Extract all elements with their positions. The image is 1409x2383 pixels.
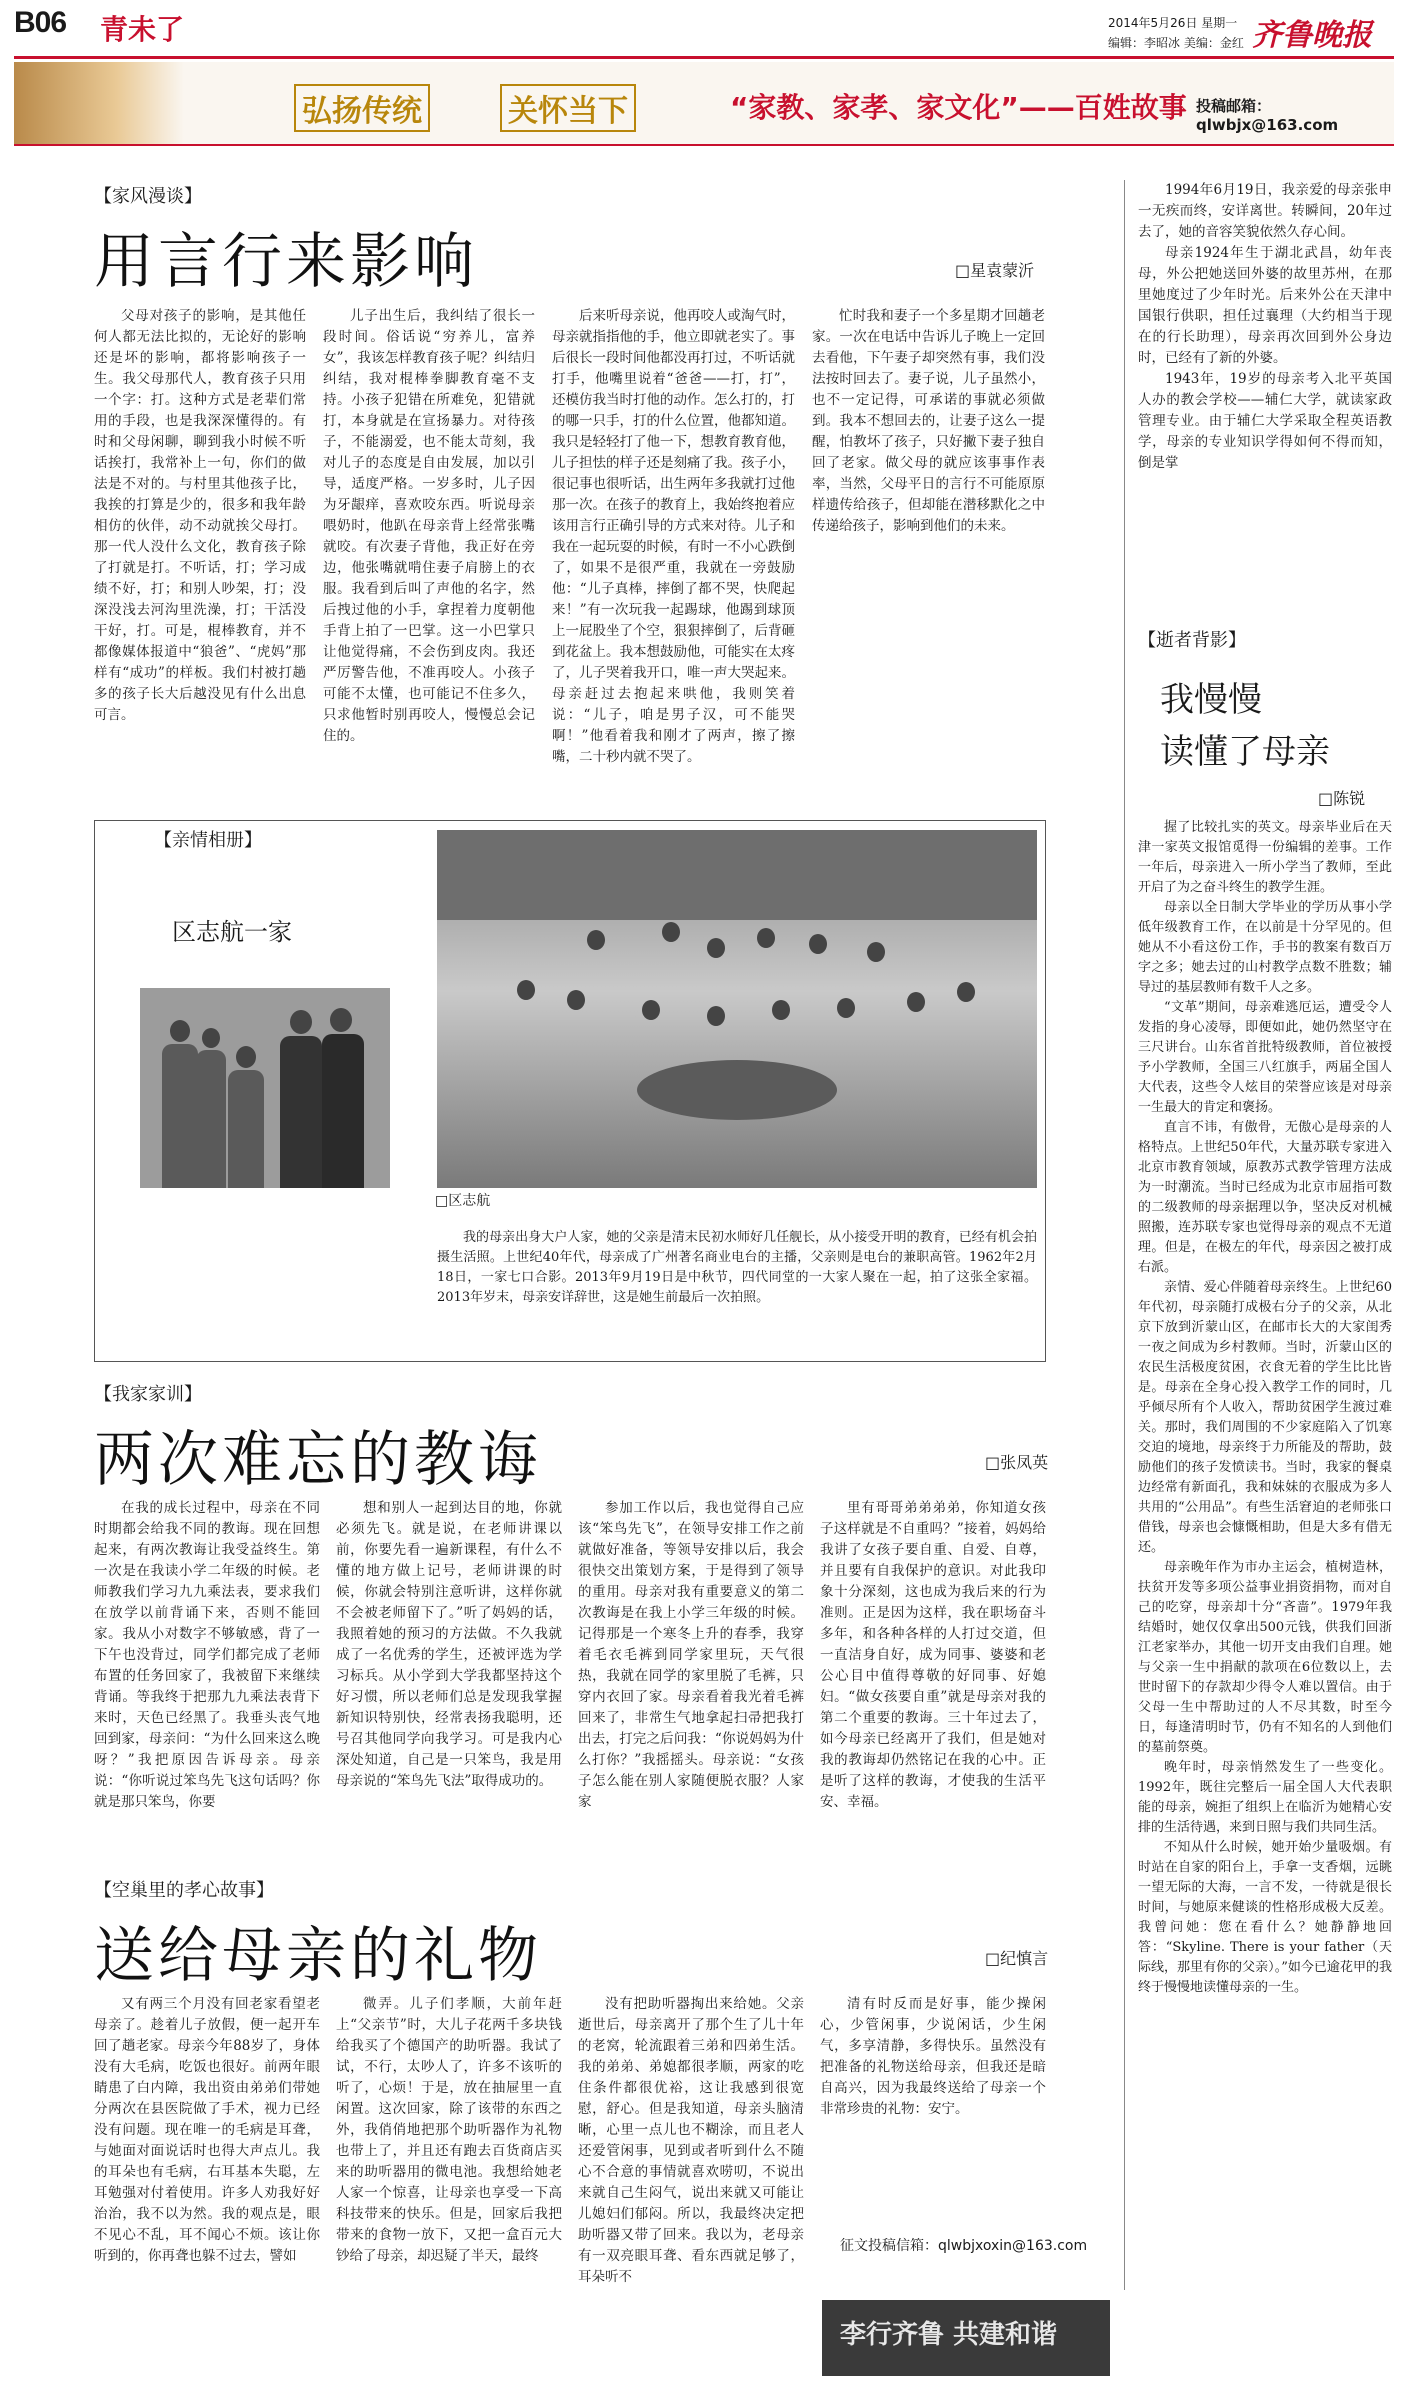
submission-address: 征文投稿信箱：qlwbjxoxin@163.com xyxy=(840,2238,1088,2254)
sidebar-body-p5: 亲情、爱心伴随着母亲终生。上世纪60年代初，母亲随打成极右分子的父亲，从北京下放到沂蒙山区，在邮市长大的大家闺秀一夜之间成为乡村教师。当时，沂蒙山区的农民生活极度贫困，衣食无着的学生比比皆是。母亲在全身心投入教学工作的同时，几乎倾尽所有个人收入，帮助贫困学生渡过难关。那时，我们周围的不少家庭陷入了饥寒交迫的境地，母亲终于力所能及的帮助，鼓励他们的孩子发愤读书。当时，我家的餐桌边经常有新面孔，我和妹妹的衣服成为多人共用的“公用品”。有些生活窘迫的老师张口借钱，母亲也会慷慨相助，但是大多有借无还。 xyxy=(1138,1280,1392,1555)
article1-col-3: 后来听母亲说，他再咬人或淘气时，母亲就指指他的手，他立即就老实了。事后很长一段时间他都没再打过，不听话就打手，他嘴里说着“爸爸——打，打”，还模仿我当时打他的动作。怎么打的，打的哪一只手，打的什么位置，他都知道。我只是轻轻打了他一下，想教育教育他，儿子担怯的样子还是刻痛了我。孩子小，很记事也很听话，出生两年多我就打过他那一次。在孩子的教育上，我始终抱着应该用言行正确引导的方式来对待。儿子和我在一起玩耍的时候，有时一不小心跌倒了，如果不是很严重，我就在一旁鼓励他：“儿子真棒，摔倒了都不哭，快爬起来！”有一次玩我一起踢球，他踢到球顶上一屁股坐了个空，狠狠摔倒了，后背砸到花盆上。我本想鼓励他，可能实在太疼了，儿子哭着我开口，唯一声大哭起来。母亲赶过去抱起来哄他，我则笑着说：“儿子，咱是男子汉，可不能哭啊！”他看着我和刚才了两声，擦了擦嘴，二十秒内就不哭了。 xyxy=(552,308,795,765)
person-face xyxy=(236,1046,256,1068)
sidebar-tag: 【逝者背影】 xyxy=(1138,630,1246,651)
sidebar-body-p3: “文革”期间，母亲难逃厄运，遭受令人发指的身心凌辱，即便如此，她仍然坚守在三尺讲台。山东省首批特级教师，首位被授予小学教师，全国三八红旗手，两届全国人大代表，这些令人炫目的荣誉应该是对母亲一生最大的肯定和褒扬。 xyxy=(1138,1000,1392,1115)
person-figure xyxy=(322,1034,364,1188)
issue-date: 2014年5月26日 星期一 xyxy=(1108,16,1238,30)
article3-col-1: 又有两三个月没有回老家看望老母亲了。趁着儿子放假，便一起开车回了趟老家。母亲今年88岁了，身体没有大毛病，吃饭也很好。前两年眼睛患了白内障，我出资由弟弟们带她分两次在县医院做了手术，视力已经没有问题。现在唯一的毛病是耳聋，与她面对面说话时也得大声点儿。我的耳朵也有毛病，右耳基本失聪，左耳勉强对付着使用。许多人劝我好好治治，我不以为然。我的观点是，眼不见心不乱，耳不闻心不烦。该让你听到的，你再聋也躲不过去，譬如 xyxy=(94,1996,320,2264)
person-face xyxy=(772,1000,790,1020)
person-figure xyxy=(228,1070,264,1188)
section-name: 青未了 xyxy=(100,13,185,46)
banner-title: “家教、家孝、家文化”——百姓故事 xyxy=(730,91,1187,124)
article2-col-4: 里有哥哥弟弟弟弟，你知道女孩子这样就是不自重吗？”接着，妈妈给我讲了女孩子要自重、自爱、自尊，并且要有自我保护的意识。对此我印象十分深刻，这也成为我后来的行为准则。正是因为这样，我在职场奋斗多年，和各种各样的人打过交道，但一直洁身自好，成为同事、婆婆和老公心目中值得尊敬的好同事、好媳妇。“做女孩要自重”就是母亲对我的第二个重要的教诲。三十年过去了，如今母亲已经离开了我们，但是她对我的教诲却仍然铭记在我的心中。正是听了这样的教诲，才使我的生活平安、幸福。 xyxy=(820,1500,1046,1810)
person-face xyxy=(957,982,975,1002)
sidebar-body-p4: 直言不讳，有傲骨，无傲心是母亲的人格特点。上世纪50年代，大量苏联专家进入北京市教育领域，原教苏式教学管理方法成为一时潮流。当时已经成为北京市屈指可数的二级教师的母亲据理以争，坚决反对机械照搬，连苏联专家也觉得母亲的观点不无道理。但是，在极左的年代，母亲因之被打成右派。 xyxy=(1138,1120,1392,1275)
person-face xyxy=(707,1006,725,1026)
reunion-family-photo xyxy=(437,830,1037,1188)
sidebar-intro-p3: 1943年，19岁的母亲考入北平英国人办的教会学校——辅仁大学，就读家政管理专业。由于辅仁大学采取全程英语教学，母亲的专业知识学得如何不得而知，倒是掌 xyxy=(1138,371,1392,471)
article3-byline: □纪慎言 xyxy=(985,1949,1049,1968)
article2-headline: 两次难忘的教诲 xyxy=(94,1425,542,1495)
article3-col-3: 没有把助听器掏出来给她。父亲逝世后，母亲离开了那个生了儿十年的老窝，轮流跟着三弟和四弟生活。我的弟弟、弟媳都很孝顺，两家的吃住条件都很优裕，这让我感到很宽慰，舒心。但是我知道，母亲头脑清晰，心里一点儿也不糊涂，而且老人还爱管闲事，见到或者听到什么不随心不合意的事情就喜欢唠叨，不说出来就自己生闷气，说出来就又可能让儿媳妇们郁闷。所以，我最终决定把助听器又带了回来。我以为，老母亲有一双亮眼耳聋、看东西就足够了，耳朵听不 xyxy=(578,1996,804,2285)
article2-tag: 【我家家训】 xyxy=(94,1384,202,1405)
banner-slogan-right: 关怀当下 xyxy=(500,84,636,132)
article2-col-2: 想和别人一起到达目的地，你就必须先飞。就是说，在老师讲课以前，你要先看一遍新课程，有什么不懂的地方做上记号，老师讲课的时候，你就会特别注意听讲，这样你就不会被老师留下了。”听了妈妈的话，我照着她的预习的方法做。不久我就成了一名优秀的学生，还被评选为学习标兵。从小学到大学我都坚持这个好习惯，所以老师们总是发现我掌握新知识特别快，经常表扬我聪明，还号召其他同学向我学习。可是我内心深处知道，自己是一只笨鸟，我是用母亲说的“笨鸟先飞法”取得成功的。 xyxy=(336,1500,562,1789)
person-face xyxy=(290,1010,312,1034)
editor-credits: 编辑：李昭冰 美编：金红 xyxy=(1108,36,1244,50)
newspaper-logo: 齐鲁晚报 xyxy=(1252,18,1372,53)
article1-headline: 用言行来影响 xyxy=(94,227,478,297)
person-face xyxy=(330,1008,352,1032)
poster-text: 李行齐鲁 共建和谐 xyxy=(840,2320,1058,2350)
submission-email: 投稿邮箱：qlwbjx@163.com xyxy=(1196,97,1339,134)
sidebar-body xyxy=(1138,818,1392,2376)
person-face xyxy=(517,980,535,1000)
person-face xyxy=(907,992,925,1012)
article1-byline: □星袁蒙沂 xyxy=(955,261,1035,280)
photo-section-tag: 【亲情相册】 xyxy=(150,826,266,852)
article1-col-4: 忙时我和妻子一个多星期才回趟老家。一次在电话中告诉儿子晚上一定回去看他，下午妻子却突然有事，我们没法按时回去了。妻子说，儿子虽然小，也不一定记得，可承诺的事就必须做到。我本不想回去的，让妻子这么一提醒，怕教坏了孩子，只好撇下妻子独自回了老家。做父母的就应该事事作表率，当然，父母平日的言行不可能原原样遗传给孩子，但却能在潜移默化之中传递给孩子，影响到他们的未来。 xyxy=(812,308,1045,534)
photo-table xyxy=(637,1060,837,1120)
sidebar-byline: □陈锐 xyxy=(1318,789,1366,808)
sidebar-body-p1: 握了比较扎实的英文。母亲毕业后在天津一家英文报馆觅得一份编辑的差事。工作一年后，母亲进入一所小学当了教师，至此开启了为之奋斗终生的教学生涯。 xyxy=(1138,820,1392,895)
article2-col-1: 在我的成长过程中，母亲在不同时期都会给我不同的教诲。现在回想起来，有两次教诲让我受益终生。第一次是在我读小学二年级的时候。老师教我们学习九九乘法表，要求我们在放学以前背诵下来，否则不能回家。我从小对数字不够敏感，背了一下午也没背过，同学们都完成了老师布置的任务回家了，我被留下来继续背诵。等我终于把那九九乘法表背下来时，天色已经黑了。我垂头丧气地回到家，母亲问：“为什么回来这么晚呀？”我把原因告诉母亲。母亲说：“你听说过笨鸟先飞这句话吗？你就是那只笨鸟，你要 xyxy=(94,1500,320,1810)
sidebar-title-line2: 读懂了母亲 xyxy=(1160,732,1330,772)
banner-slogan-left: 弘扬传统 xyxy=(294,84,430,132)
person-face xyxy=(587,930,605,950)
sidebar-body-p7: 晚年时，母亲悄然发生了一些变化。1992年，既往完整后一届全国人大代表职能的母亲，婉拒了组织上在临沂为她精心安排的生活待遇，来到日照与我们共同生活。 xyxy=(1138,1760,1392,1835)
sidebar-divider xyxy=(1124,180,1125,2290)
person-figure xyxy=(196,1050,226,1188)
person-figure xyxy=(280,1036,322,1188)
sidebar-title-line1: 我慢慢 xyxy=(1160,680,1262,720)
banner-illustration xyxy=(14,62,184,144)
article3-headline: 送给母亲的礼物 xyxy=(94,1921,542,1991)
article1-col-2: 儿子出生后，我纠结了很长一段时间。俗话说“穷养儿，富养女”，我该怎样教育孩子呢？纠结归纠结，我对棍棒拳脚教育毫不支持。小孩子犯错在所难免，犯错就打，本身就是在宣扬暴力。对待孩子，不能溺爱，也不能太苛刻，我对儿子的态度是自由发展，加以引导，适度严格。一岁多时，儿子因为牙龈痒，喜欢咬东西。听说母亲喂奶时，他趴在母亲背上经常张嘴就咬。有次妻子背他，我正好在旁边，他张嘴就啃住妻子肩膀上的衣服。我看到后叫了声他的名字，然后拽过他的小手，拿捏着力度朝他手背上拍了一巴掌。这一小巴掌只让他觉得痛，不会伤到皮肉。我还严厉警告他，不准再咬人。小孩子可能不太懂，也可能记不住多久，只求他暂时别再咬人，慢慢总会记住的。 xyxy=(323,308,535,744)
sidebar-body-p6: 母亲晚年作为市办主运会，植树造林，扶贫开发等多项公益事业捐资捐物，而对自己的吃穿，母亲却十分“吝啬”。1979年我结婚时，她仅仅拿出500元钱，供我们回浙江老家举办，其他一切开支由我们自理。她与父亲一生中捐献的款项在6位数以上，去世时留下的存款却少得令人难以置信。由于父母一生中帮助过的人不尽其数，时至今日，每逢清明时节，仍有不知名的人到他们的墓前祭奠。 xyxy=(1138,1560,1392,1755)
person-face xyxy=(170,1020,190,1042)
sidebar-intro-p2: 母亲1924年生于湖北武昌，幼年丧母，外公把她送回外婆的故里苏州，在那里她度过了少年时光。后来外公在天津中国银行供职，担任过襄理（大约相当于现在的行长助理），母亲再次回到外公身边时，已经有了新的外婆。 xyxy=(1138,245,1392,366)
page-number: B06 xyxy=(14,6,67,39)
section-banner xyxy=(14,62,1394,146)
person-face xyxy=(837,998,855,1018)
person-figure xyxy=(162,1044,198,1188)
person-face xyxy=(567,990,585,1010)
person-face xyxy=(662,922,680,942)
old-family-photo xyxy=(140,988,390,1188)
article1-tag: 【家风漫谈】 xyxy=(94,186,202,207)
sidebar-intro xyxy=(1138,180,1392,612)
sidebar-body-p8: 不知从什么时候，她开始少量吸烟。有时站在自家的阳台上，手拿一支香烟，远眺一望无际的大海，一言不发，一待就是很长时间，与她原来健谈的性格形成极大反差。我曾问她：您在看什么？她静静地回答：“Skyline. There is your father（天际线，那里有你的父亲）。”如今已逾花甲的我终于慢慢地读懂母亲的一生。 xyxy=(1138,1840,1392,1995)
article3-col-4: 清有时反而是好事，能少操闲心，少管闲事，少说闲话，少生闲气，多享清静，多得快乐。虽然没有把准备的礼物送给母亲，但我还是暗自高兴，因为我最终送给了母亲一个非常珍贵的礼物：安宁。 xyxy=(820,1996,1046,2117)
article3-tag: 【空巢里的孝心故事】 xyxy=(94,1880,274,1901)
photo-caption: 我的母亲出身大户人家，她的父亲是清末民初水师好几任舰长，从小接受开明的教育，已经有机会拍摄生活照。上世纪40年代，母亲成了广州著名商业电台的主播，父亲则是电台的兼职高管。1962年2月18日，一家七口合影。2013年9月19日是中秋节，四代同堂的一大家人聚在一起，拍了这张全家福。2013年岁末，母亲安详辞世，这是她生前最后一次拍照。 xyxy=(437,1230,1037,1305)
photo-section-title: 区志航一家 xyxy=(172,918,292,946)
article3-col-2: 微弄。儿子们孝顺，大前年赶上“父亲节”时，大儿子花两千多块钱给我买了个德国产的助听器。我试了试，不行，太吵人了，许多不该听的听了，心烦！于是，放在抽屉里一直闲置。这次回家，除了该带的东西之外，我俏俏地把那个助听器作为礼物也带上了，并且还有跑去百货商店买来的助听器用的微电池。我想给她老人家一个惊喜，让母亲也享受一下高科技带来的快乐。但是，回家后我把带来的食物一放下，又把一盒百元大钞给了母亲，却迟疑了半天，最终 xyxy=(336,1996,562,2264)
header-rule xyxy=(14,56,1394,59)
article2-byline: □张凤英 xyxy=(985,1453,1049,1472)
photo-background-wall xyxy=(437,830,1037,920)
person-face xyxy=(642,1000,660,1020)
person-face xyxy=(757,928,775,948)
sidebar-intro-p1: 1994年6月19日，我亲爱的母亲张申一无疾而终，安详离世。转瞬间，20年过去了，她的音容笑貌依然久存心间。 xyxy=(1138,182,1392,240)
person-face xyxy=(867,942,885,962)
article1-col-1: 父母对孩子的影响，是其他任何人都无法比拟的，无论好的影响还是坏的影响，都将影响孩子一生。我父母那代人，教育孩子只用一个字：打。这种方式是老辈们常用的手段，也是我深深懂得的。有时和父母闲聊，聊到我小时候不听话挨打，我常补上一句，你们的做法是不对的。与村里其他孩子比，我挨的打算是少的，很多和我年龄相仿的伙伴，动不动就挨父母打。那一代人没什么文化，教育孩子除了打就是打。不听话，打；学习成绩不好，打；和别人吵架，打；没深没浅去河沟里洗澡，打；干活没干好，打。可是，棍棒教育，并不都像媒体报道中“狼爸”、“虎妈”那样有“成功”的样板。我们村被打趟多的孩子长大后越没见有什么出息可言。 xyxy=(94,308,306,723)
person-face xyxy=(707,938,725,958)
article2-col-3: 参加工作以后，我也觉得自己应该“笨鸟先飞”，在领导安排工作之前就做好准备，等领导安排以后，我会很快交出策划方案，于是得到了领导的重用。母亲对我有重要意义的第二次教诲是在我上小学三年级的时候。记得那是一个寒冬上升的春季，我穿着毛衣毛裤到同学家里玩，天气很热，我就在同学的家里脱了毛裤，只穿内衣回了家。母亲看着我光着毛裤回来了，非常生气地拿起扫帚把我打出去，打完之后问我：“你说妈妈为什么打你？”我摇摇头。母亲说：“女孩子怎么能在别人家随便脱衣服？人家家 xyxy=(578,1500,804,1810)
person-face xyxy=(809,934,827,954)
photo-credit: □区志航 xyxy=(435,1193,491,1209)
person-face xyxy=(202,1028,220,1048)
sidebar-body-p2: 母亲以全日制大学毕业的学历从事小学低年级教育工作，在以前是十分罕见的。但她从不小看这份工作，手书的教案有数百万字之多；她去过的山村教学点数不胜数；辅导过的基层教师有数千人之多。 xyxy=(1138,900,1392,995)
